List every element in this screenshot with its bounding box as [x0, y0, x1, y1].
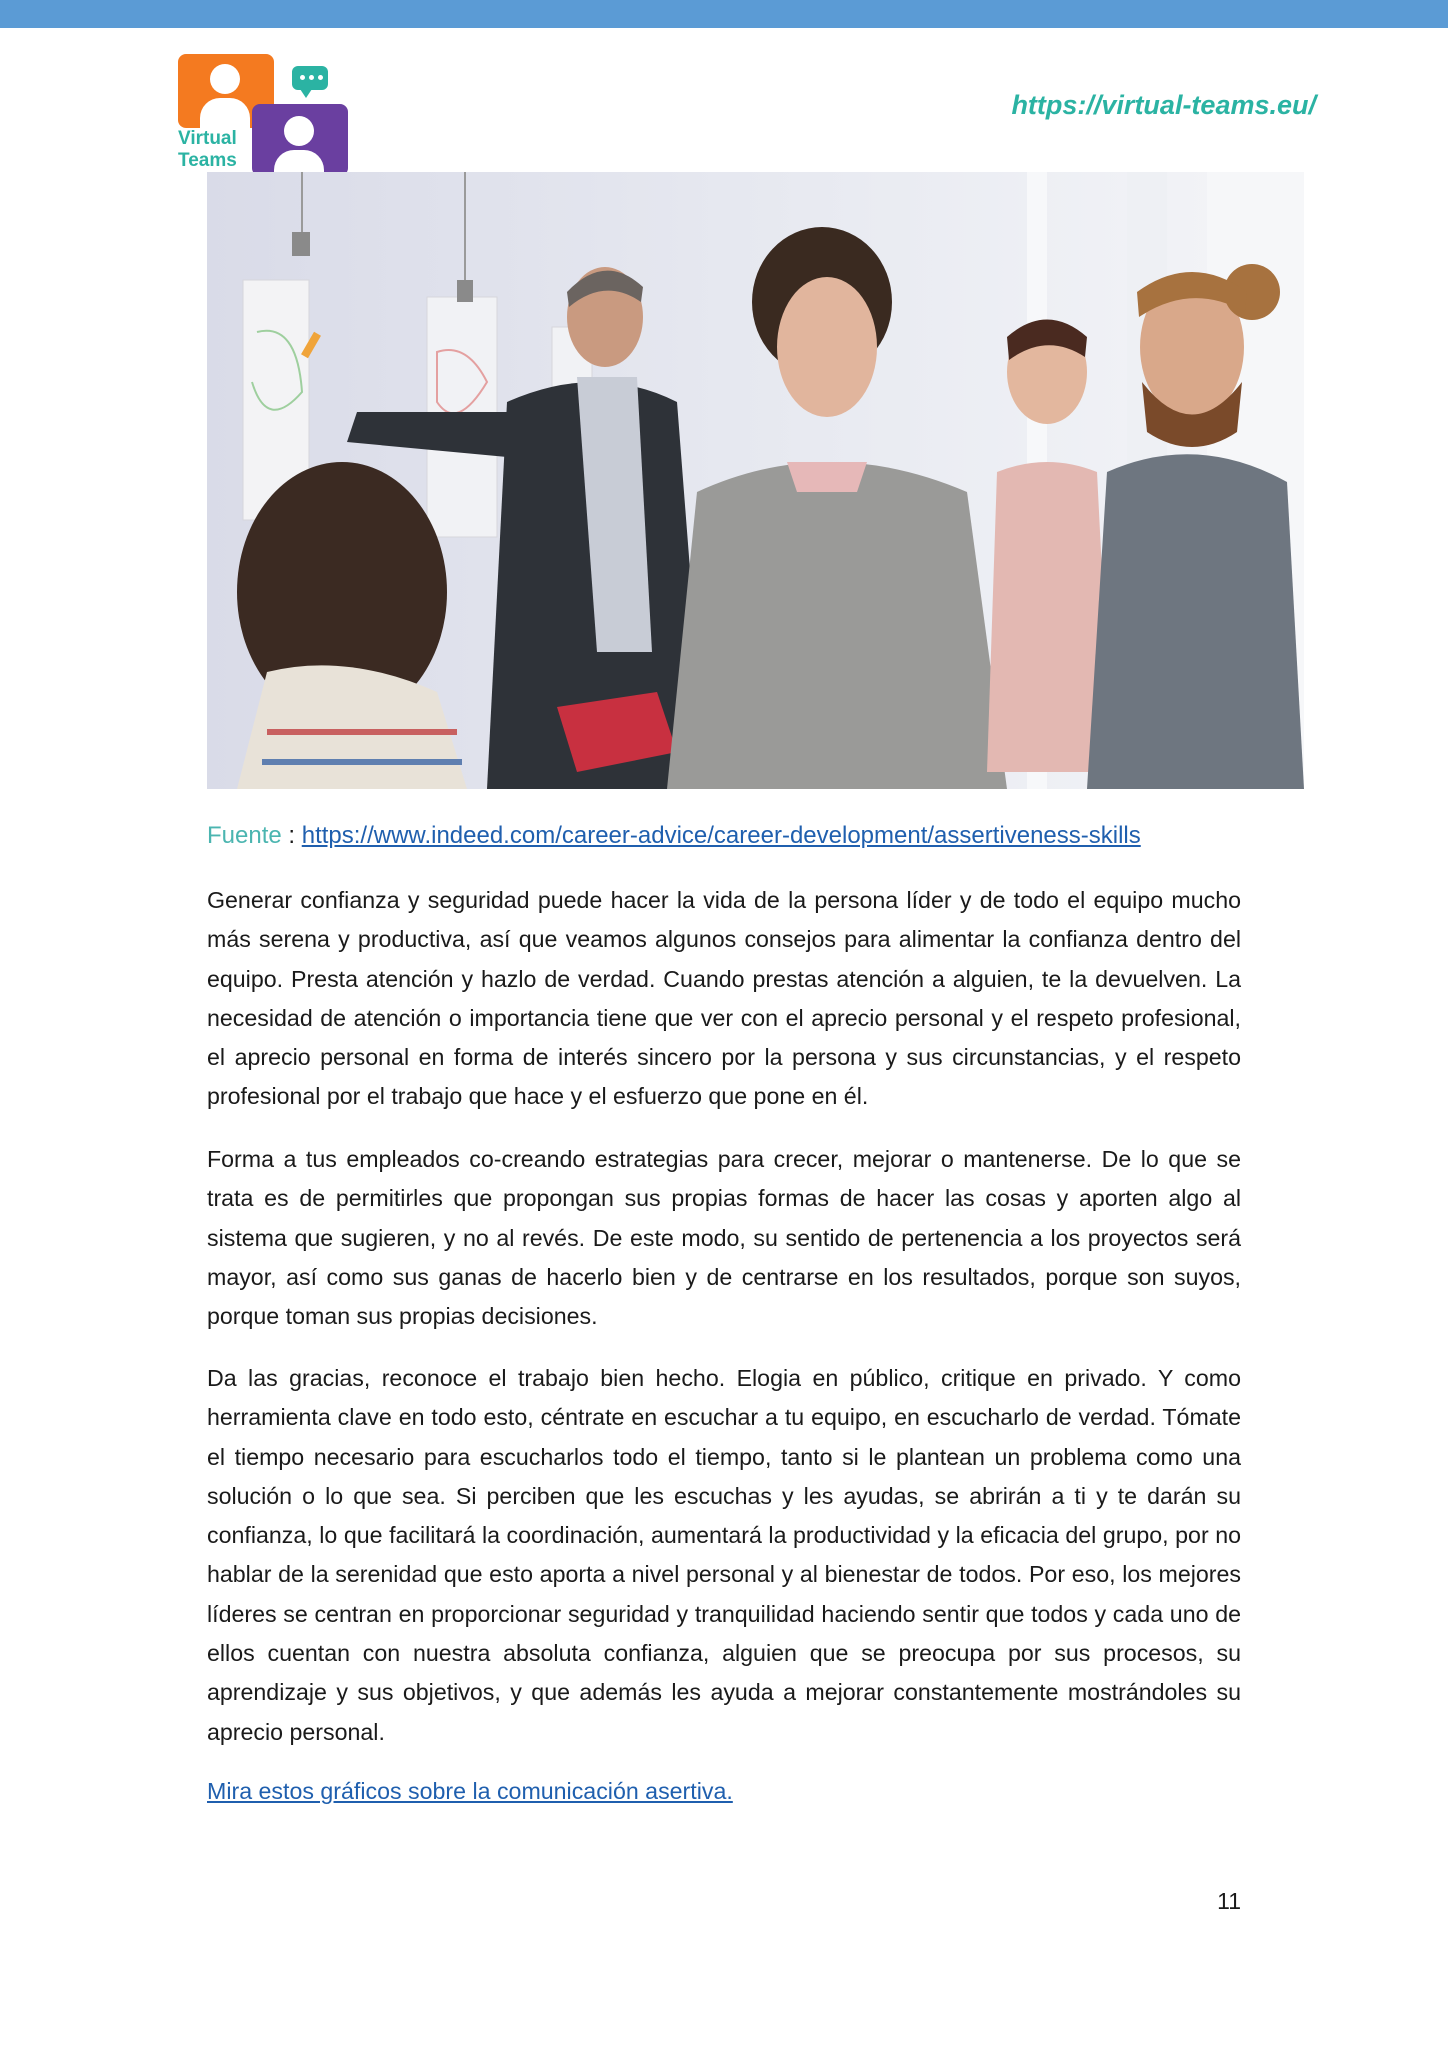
paragraph-co-creation: Forma a tus empleados co-creando estrategias para crecer, mejorar o mantenerse. De lo que se trata es de permitirles que propongan sus propias formas de hacer las cosas y aporten algo al sistema que sugieren, y no al revés. De este modo, su sentido de pertenencia a los proyectos será mayor, así como sus ganas de hacerlo bien y de centrarse en los resultados, porque son suyos, porque toman sus propias decisiones.	[207, 1146, 1241, 1330]
photo-source	[207, 822, 1141, 850]
source-label: Fuente	[207, 822, 282, 849]
source-separator: :	[281, 822, 302, 849]
paragraph-trust: Generar confianza y seguridad puede hacer la vida de la persona líder y de todo el equipo mucho más serena y productiva, así que veamos algunos consejos para alimentar la confianza dentro del equipo. Presta atención y hazlo de verdad. Cuando prestas atención a alguien, te la devuelven. La necesidad de atención o importancia tiene que ver con el aprecio personal y el respeto profesional, el aprecio personal en forma de interés sincero por la persona y sus circunstancias, y el respeto profesional por el trabajo que hace y el esfuerzo que pone en él.	[207, 887, 1241, 1110]
virtual-teams-logo	[176, 52, 352, 176]
paragraph-recognition: Da las gracias, reconoce el trabajo bien hecho. Elogia en público, critique en privado. Y como herramienta clave en todo esto, céntrate en escuchar a tu equipo, en escucharlo de verdad. Tómate el tiempo necesario para escucharlos todo el tiempo, tanto si le plantean un problema como una solución o lo que sea. Si perciben que les escuchas y les ayudas, se abrirán a ti y te darán su confianza, lo que facilitará la coordinación, aumentará la productividad y la eficacia del grupo, por no hablar de la serenidad que esto aporta a nivel personal y al bienestar de todos. Por eso, los mejores líderes se centran en proporcionar seguridad y tranquilidad haciendo sentir que todos y cada uno de ellos cuentan con nuestra absoluta confianza, alguien que se preocupa por sus procesos, su aprendizaje y sus objetivos, y que además les ayuda a mejorar constantemente mostrándoles su aprecio personal.	[207, 1365, 1241, 1745]
source-link[interactable]: https://www.indeed.com/career-advice/career-development/assertiveness-skills	[301, 822, 1141, 849]
team-meeting-photo	[207, 172, 1304, 789]
logo-text: Virtual Teams	[178, 128, 241, 172]
chat-bubble-icon	[292, 66, 328, 90]
top-accent-bar	[0, 0, 1448, 28]
assertive-communication-link[interactable]: Mira estos gráficos sobre la comunicación asertiva.	[207, 1778, 733, 1804]
site-url[interactable]: https://virtual-teams.eu/	[1011, 90, 1316, 120]
page-number: 11	[1217, 1888, 1241, 1914]
logo-purple-tile	[252, 104, 348, 176]
